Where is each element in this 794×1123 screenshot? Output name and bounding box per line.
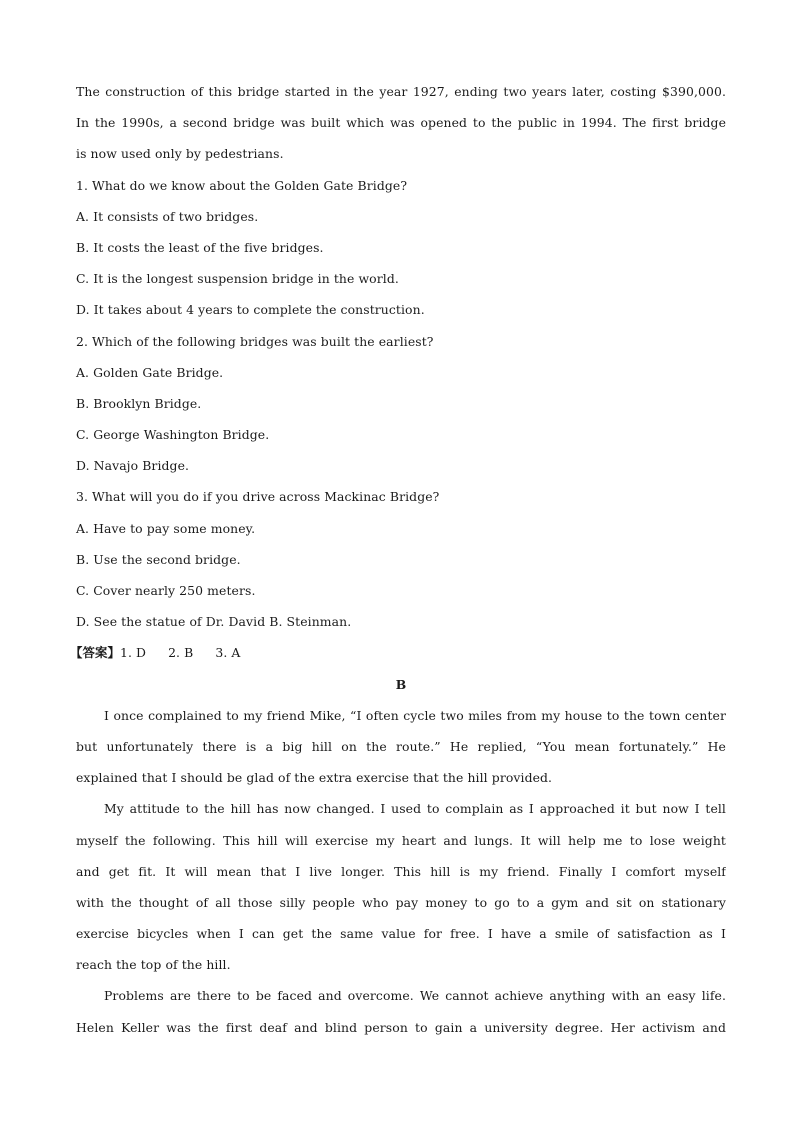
option-c: C. George Washington Bridge.	[76, 427, 270, 443]
option-c: C. Cover nearly 250 meters.	[76, 583, 256, 598]
option-c: C. It is the longest suspension bridge in the world.	[76, 271, 399, 287]
passage-line: In the 1990s, a second bridge was built which was opened to the public in 1994. The first bridge	[76, 115, 726, 131]
paragraph-line: Helen Keller was the first deaf and blind person to gain a university degree. Her activism and	[76, 1019, 726, 1035]
paragraph-line: reach the top of the hill.	[76, 957, 231, 973]
option-a: A. It consists of two bridges.	[76, 208, 259, 224]
question-1	[76, 174, 726, 330]
answer-item: 1. D	[119, 645, 147, 661]
answer-key	[70, 641, 726, 672]
option-a: A. Golden Gate Bridge.	[76, 364, 224, 380]
answer-label: 【答案】	[70, 645, 120, 661]
question-stem: 2. Which of the following bridges was built the earliest?	[76, 333, 434, 349]
paragraph-line: Problems are there to be faced and overcome. We cannot achieve anything with an easy life.	[104, 988, 726, 1004]
paragraph-line: but unfortunately there is a big hill on the route.” He replied, “You mean fortunately.” He	[76, 738, 726, 754]
option-d: D. It takes about 4 years to complete the construction.	[76, 302, 425, 318]
paragraph-line: I once complained to my friend Mike, “I often cycle two miles from my house to the town center	[104, 707, 726, 723]
answer-item: 3. A	[215, 645, 241, 661]
option-d: D. See the statue of Dr. David B. Steinman.	[76, 614, 352, 630]
section-heading: B	[395, 676, 407, 692]
paragraph-line: with the thought of all those silly people who pay money to go to a gym and sit on stationary	[76, 894, 726, 910]
option-a: A. Have to pay some money.	[76, 520, 256, 536]
document-page	[70, 80, 726, 1047]
paragraph-line: myself the following. This hill will exercise my heart and lungs. It will help me to lose weight	[76, 832, 726, 848]
passage-line: The construction of this bridge started in the year 1927, ending two years later, costing $390,000.	[76, 84, 726, 99]
passage-line: is now used only by pedestrians.	[76, 146, 284, 162]
paragraph-line: My attitude to the hill has now changed. I used to complain as I approached it but now I tell	[104, 801, 726, 817]
question-3	[76, 485, 726, 641]
paragraph-line: exercise bicycles when I can get the same value for free. I have a smile of satisfaction as I	[76, 926, 726, 942]
option-b: B. Use the second bridge.	[76, 551, 241, 567]
answer-item: 2. B	[168, 645, 194, 661]
option-d: D. Navajo Bridge.	[76, 458, 190, 474]
option-b: B. Brooklyn Bridge.	[76, 395, 202, 411]
intro-passage	[76, 80, 726, 174]
paragraph-3	[76, 984, 726, 1046]
paragraph-2	[76, 797, 726, 984]
question-stem: 1. What do we know about the Golden Gate Bridge?	[76, 177, 408, 193]
paragraph-line: explained that I should be glad of the extra exercise that the hill provided.	[76, 770, 553, 786]
paragraph-line: and get fit. It will mean that I live longer. This hill is my friend. Finally I comfort myself	[76, 863, 726, 879]
option-b: B. It costs the least of the five bridges.	[76, 239, 324, 255]
paragraph-1	[76, 704, 726, 798]
question-stem: 3. What will you do if you drive across Mackinac Bridge?	[76, 489, 440, 505]
question-2	[76, 330, 726, 486]
